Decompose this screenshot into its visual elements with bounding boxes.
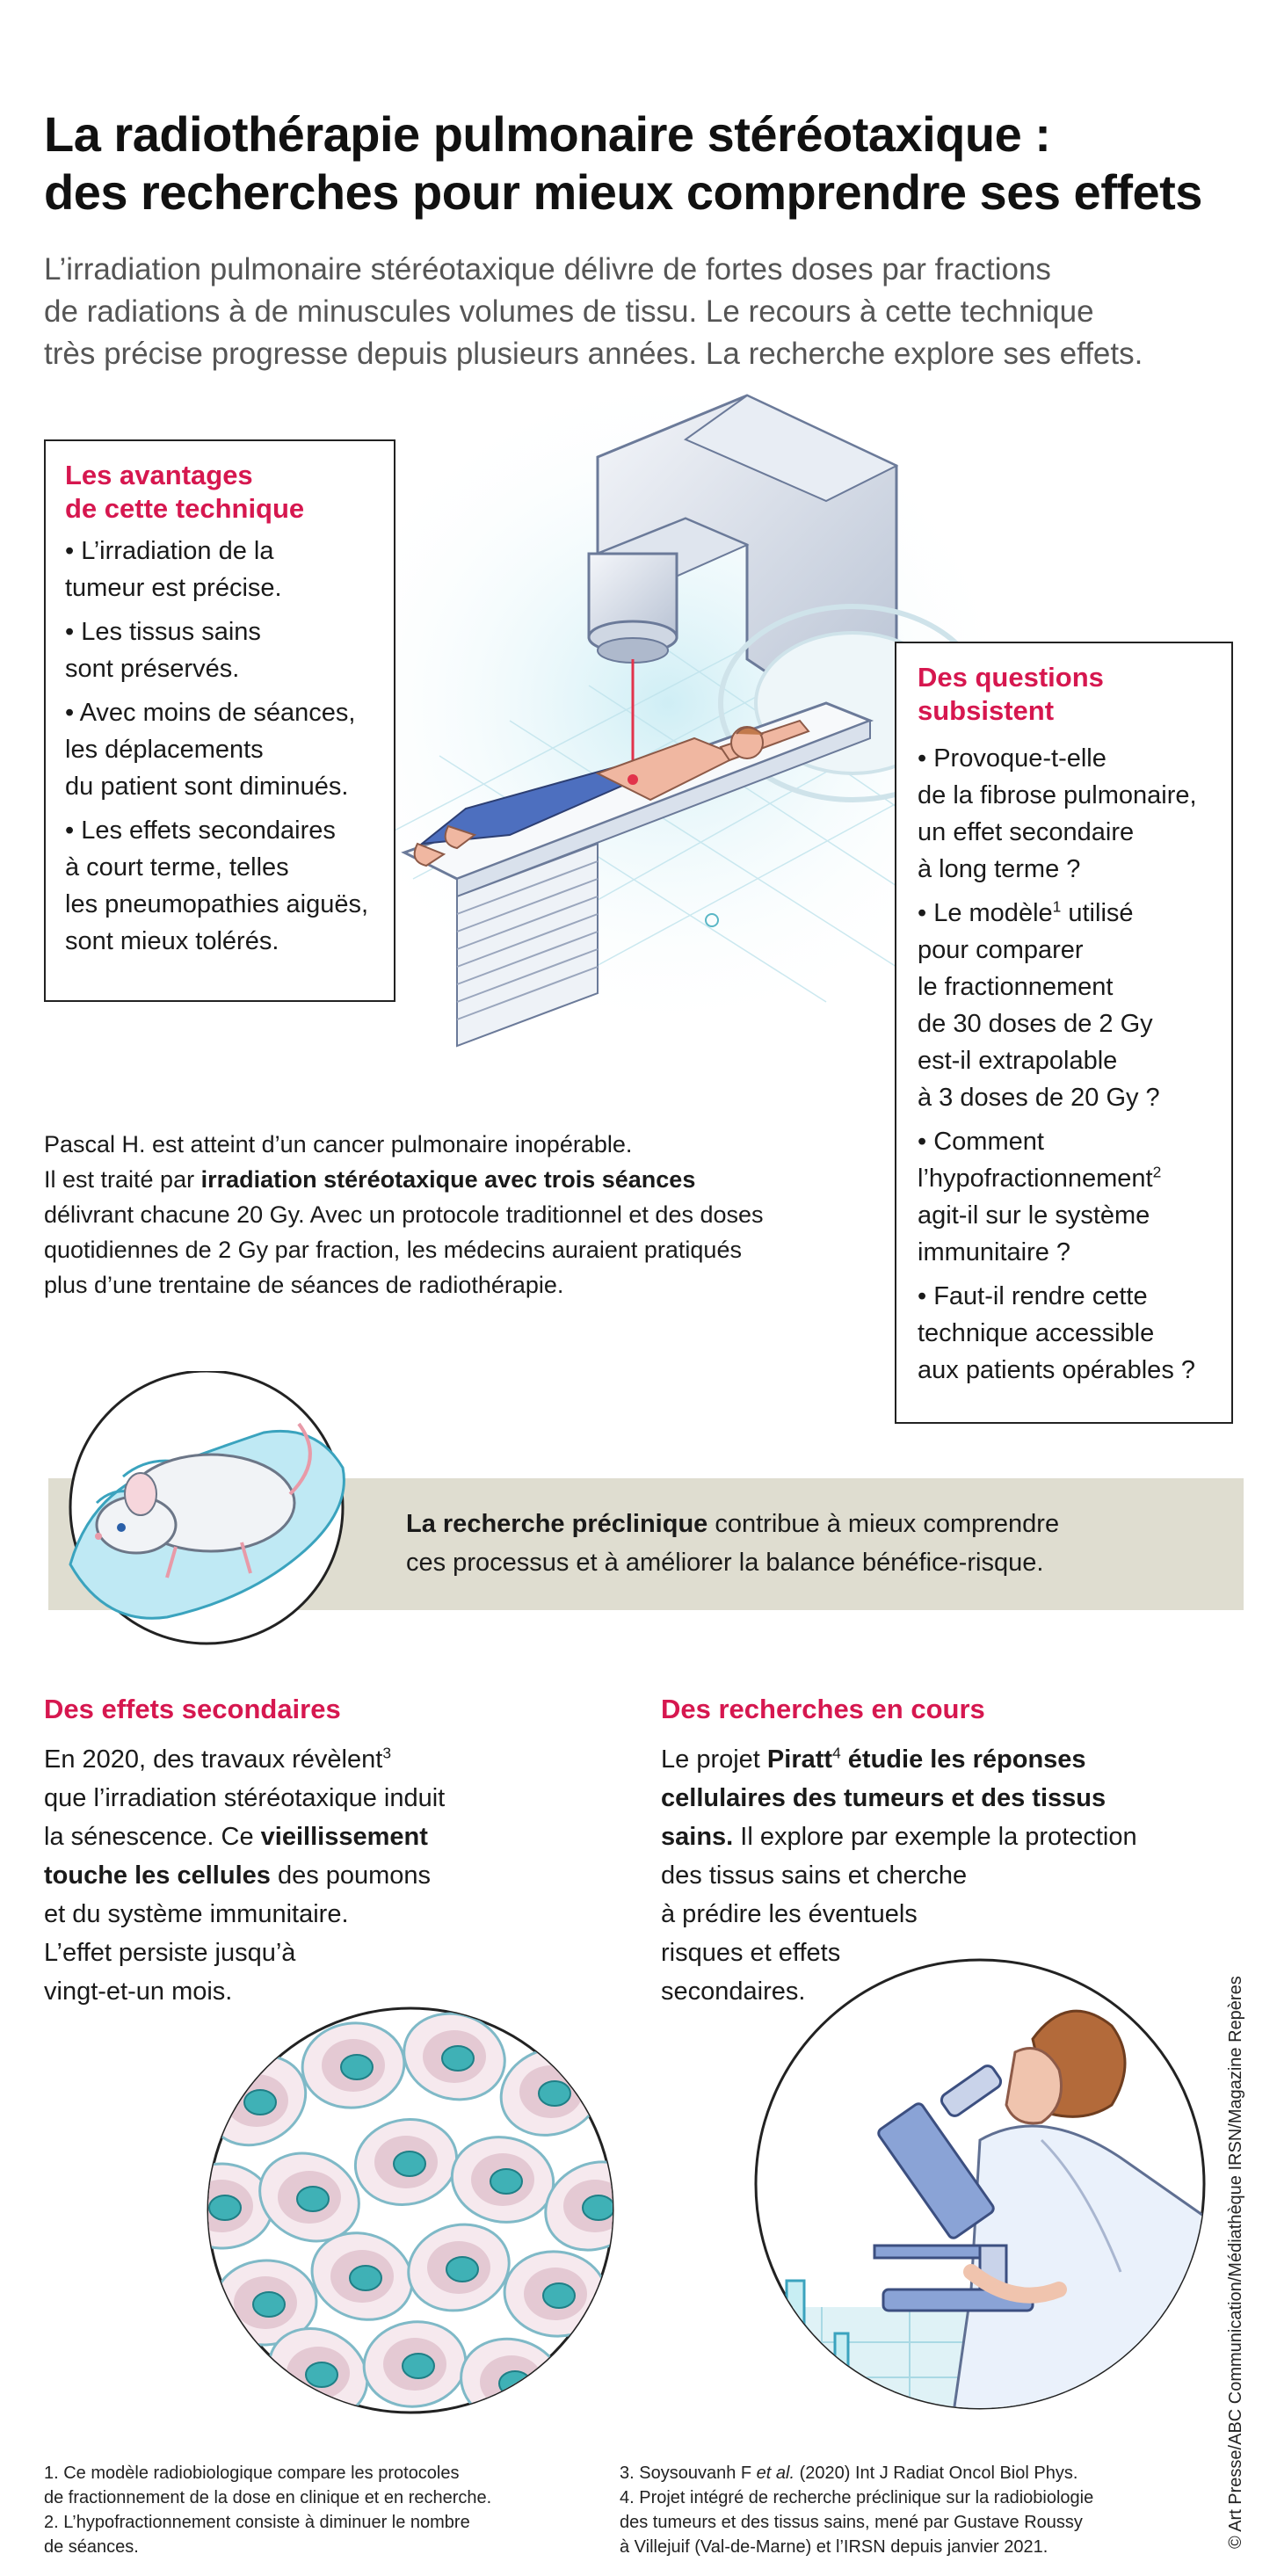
advantage-line: les pneumopathies aiguës, — [65, 890, 369, 918]
question-line — [918, 895, 1210, 932]
ongoing-line — [661, 1740, 1223, 1779]
ongoing-text-part: Le projet — [661, 1745, 767, 1774]
footnote-line: 2. L’hypofractionnement consiste à diminuer le nombre — [44, 2513, 470, 2532]
ongoing-emphasis: Piratt — [766, 1745, 833, 1774]
side-effects-line — [44, 1856, 536, 1895]
footnote-line: 4. Projet intégré de recherche préclinique sur la radiobiologie — [620, 2488, 1094, 2507]
patient-case-line: Pascal H. est atteint d’un cancer pulmonaire inopérable. — [44, 1131, 633, 1157]
intro-line-1: L’irradiation pulmonaire stéréotaxique délivre de fortes doses par fractions — [44, 252, 1051, 287]
question-text: l’hypofractionnement — [918, 1165, 1153, 1193]
advantage-line: sont préservés. — [65, 655, 240, 683]
ongoing-research-heading: Des recherches en cours — [661, 1694, 985, 1724]
question-line: de 30 doses de 2 Gy — [918, 1010, 1153, 1038]
advantage-item — [65, 694, 374, 805]
question-line: un effet secondaire — [918, 818, 1135, 846]
side-effects-line: que l’irradiation stéréotaxique induit — [44, 1784, 446, 1812]
advantage-item — [65, 812, 374, 960]
footnote-ref: 4 — [832, 1744, 841, 1762]
patient-case-line — [44, 1162, 861, 1197]
footnotes-right — [620, 2461, 1182, 2559]
ongoing-line: secondaires. — [661, 1977, 806, 2006]
preclinical-line — [406, 1505, 1223, 1543]
patient-case-line: quotidiennes de 2 Gy par fraction, les médecins auraient pratiqués — [44, 1237, 742, 1263]
advantage-line: sont mieux tolérés. — [65, 927, 279, 955]
questions-box — [895, 642, 1233, 1424]
question-text: • Le modèle — [918, 899, 1053, 927]
footnote-ref: 2 — [1152, 1163, 1162, 1181]
ongoing-text-part: Il explore par exemple la protection — [733, 1823, 1137, 1851]
preclinical-line: ces processus et à améliorer la balance bénéfice-risque. — [406, 1549, 1044, 1577]
footnote-ref: 3 — [382, 1744, 391, 1762]
question-item — [918, 895, 1210, 1116]
ongoing-line: des tissus sains et cherche — [661, 1861, 968, 1890]
ongoing-line: risques et effets — [661, 1939, 841, 1967]
side-effects-text-part: la sénescence. Ce — [44, 1823, 261, 1851]
side-effects-emphasis: touche les cellules — [44, 1861, 271, 1890]
patient-case-emphasis: irradiation stéréotaxique avec trois séances — [200, 1166, 696, 1193]
question-text: utilisé — [1061, 899, 1134, 927]
advantages-box — [44, 439, 395, 1002]
footnote-line — [620, 2461, 1182, 2485]
side-effects-emphasis: vieillissement — [260, 1823, 428, 1851]
patient-case-text-part: Il est traité par — [44, 1166, 201, 1193]
question-line: agit-il sur le système — [918, 1201, 1150, 1230]
question-item — [918, 740, 1210, 888]
question-line: aux patients opérables ? — [918, 1356, 1195, 1384]
image-credit: © Art Presse/ABC Communication/Médiathèque IRSN/Magazine Repères — [1226, 1976, 1245, 2549]
advantage-line: à court terme, telles — [65, 853, 289, 882]
footnote-text-part: (2020) Int J Radiat Oncol Biol Phys. — [794, 2464, 1078, 2483]
advantage-item — [65, 533, 374, 606]
advantages-title — [65, 459, 374, 526]
patient-case-line: délivrant chacune 20 Gy. Avec un protocole traditionnel et des doses — [44, 1201, 764, 1228]
preclinical-text-part: contribue à mieux comprendre — [707, 1510, 1060, 1538]
patient-case-text — [44, 1127, 861, 1303]
advantage-line: • Les tissus sains — [65, 618, 261, 646]
footnote-line: des tumeurs et des tissus sains, mené par Gustave Roussy — [620, 2513, 1083, 2532]
question-line: à long terme ? — [918, 855, 1081, 883]
ongoing-line — [661, 1818, 1223, 1856]
question-line: • Comment — [918, 1128, 1044, 1156]
side-effects-text — [44, 1740, 536, 2011]
side-effects-line — [44, 1740, 536, 1779]
footnote-ref: 1 — [1052, 897, 1062, 916]
cells-illustration — [204, 2004, 617, 2417]
intro-line-3: très précise progresse depuis plusieurs années. La recherche explore ses effets. — [44, 337, 1143, 371]
ongoing-emphasis: sains. — [661, 1823, 734, 1851]
question-line: le fractionnement — [918, 973, 1114, 1001]
advantages-title-line-1: Les avantages — [65, 460, 253, 490]
side-effects-line: L’effet persiste jusqu’à — [44, 1939, 296, 1967]
footnote-line: de séances. — [44, 2537, 139, 2557]
footnote-text-part: 3. Soysouvanh F — [620, 2464, 757, 2483]
side-effects-line: vingt-et-un mois. — [44, 1977, 233, 2006]
side-effects-line — [44, 1818, 536, 1856]
ongoing-line: à prédire les éventuels — [661, 1900, 918, 1928]
advantages-list — [65, 533, 374, 960]
side-effects-heading: Des effets secondaires — [44, 1694, 341, 1724]
side-effects-line: et du système immunitaire. — [44, 1900, 349, 1928]
researcher-microscope-illustration — [751, 1956, 1208, 2413]
question-line: pour comparer — [918, 936, 1084, 964]
questions-title-line-2: subsistent — [918, 695, 1055, 726]
question-line: de la fibrose pulmonaire, — [918, 781, 1197, 809]
question-line: est-il extrapolable — [918, 1047, 1118, 1075]
footnote-line: à Villejuif (Val-de-Marne) et l’IRSN depuis janvier 2021. — [620, 2537, 1048, 2557]
advantage-line: tumeur est précise. — [65, 574, 282, 602]
intro-line-2: de radiations à de minuscules volumes de tissu. Le recours à cette technique — [44, 294, 1094, 329]
question-item — [918, 1123, 1210, 1271]
question-item — [918, 1278, 1210, 1389]
questions-list — [918, 740, 1210, 1389]
question-line: immunitaire ? — [918, 1238, 1071, 1266]
title-line-1: La radiothérapie pulmonaire stéréotaxique : — [44, 106, 1051, 162]
page-title — [44, 105, 1257, 221]
advantage-line: du patient sont diminués. — [65, 773, 349, 801]
footnote-line: 1. Ce modèle radiobiologique compare les protocoles — [44, 2464, 460, 2483]
question-line: • Faut-il rendre cette — [918, 1282, 1148, 1310]
footnote-italic: et al. — [756, 2464, 795, 2483]
question-line — [918, 1160, 1210, 1197]
advantage-line: • Avec moins de séances, — [65, 699, 356, 727]
ongoing-emphasis: étudie les réponses — [840, 1745, 1086, 1774]
patient-case-line: plus d’une trentaine de séances de radiothérapie. — [44, 1272, 564, 1298]
question-line: technique accessible — [918, 1319, 1155, 1347]
advantage-item — [65, 613, 374, 687]
intro-text — [44, 249, 1239, 375]
questions-title — [918, 661, 1210, 728]
side-effects-text-part: En 2020, des travaux révèlent — [44, 1745, 383, 1774]
footnote-line: de fractionnement de la dose en clinique et en recherche. — [44, 2488, 492, 2507]
mouse-on-glove-illustration — [35, 1371, 369, 1652]
question-line: • Provoque-t-elle — [918, 744, 1106, 773]
advantage-line: les déplacements — [65, 736, 264, 764]
preclinical-text — [406, 1505, 1223, 1582]
side-effects-text-part: des poumons — [270, 1861, 432, 1890]
advantage-line: • L’irradiation de la — [65, 537, 274, 565]
title-line-2: des recherches pour mieux comprendre ses effets — [44, 164, 1202, 220]
ongoing-emphasis: cellulaires des tumeurs et des tissus — [661, 1784, 1106, 1812]
footnotes-left — [44, 2461, 536, 2559]
ongoing-line — [661, 1779, 1223, 1818]
advantage-line: • Les effets secondaires — [65, 816, 336, 845]
questions-title-line-1: Des questions — [918, 662, 1104, 693]
advantages-title-line-2: de cette technique — [65, 493, 305, 524]
preclinical-emphasis: La recherche préclinique — [406, 1510, 708, 1538]
question-line: à 3 doses de 20 Gy ? — [918, 1084, 1160, 1112]
